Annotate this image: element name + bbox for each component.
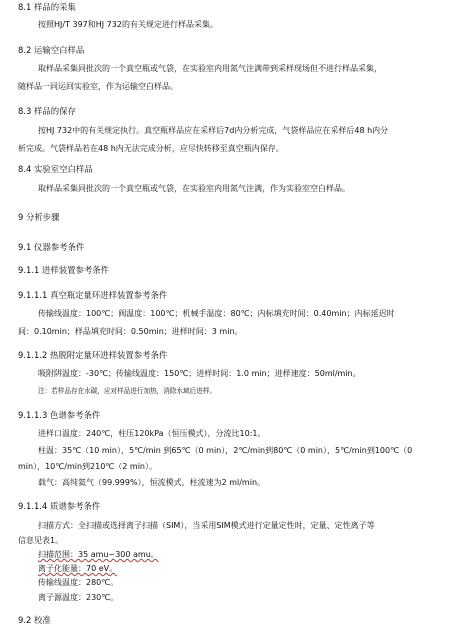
section-9-1-1-2-heading: 9.1.1.2 热脱附定量环进样装置参考条件 (18, 350, 168, 360)
section-9-1-1-1-line1: 传输线温度：100℃；阀温度：100℃；机械手温度：80℃；内标填充时间：0.40min；内标延迟时 (38, 309, 395, 318)
section-8-3-body-line2: 析完成。气袋样品若在48 h内无法完成分析，应尽快转移至真空瓶内保存。 (18, 144, 284, 153)
section-9-1-1-3-line2: 柱温：35℃（10 min），5℃/min 到65℃（0 min），2℃/min到80℃（0 min），5℃/min到100℃（0 (38, 446, 413, 455)
section-9-1-1-4-line2: 信息见表1。 (18, 536, 64, 545)
ionization-energy: 离子化能量：70 eV。 (38, 564, 118, 573)
transfer-line-temperature: 传输线温度：280℃。 (38, 578, 119, 587)
section-9-1-1-3-line1: 进样口温度：240℃，柱压120kPa（恒压模式），分流比10:1。 (38, 429, 266, 438)
section-9-1-1-1-heading: 9.1.1.1 真空瓶定量环进样装置参考条件 (18, 290, 168, 300)
ion-source-temperature: 离子源温度：230℃。 (38, 593, 119, 602)
section-8-3-body-line1: 按HJ 732中的有关规定执行。真空瓶样品应在采样后7d内分析完成，气袋样品应在采样后48 h内分 (38, 126, 389, 135)
section-9-1-1-3-line4: 载气：高纯氦气（99.999%），恒流模式，柱流速为2 ml/min。 (38, 478, 266, 487)
section-9-1-1-2-line1: 吸附阱温度：-30℃；传输线温度：150℃；进样时间：1.0 min；进样速度：50ml/min。 (38, 369, 361, 378)
section-9-1-1-4-line1: 扫描方式：全扫描或选择离子扫描（SIM），当采用SIM模式进行定量定性时，定量、定性离子等 (38, 521, 375, 530)
section-8-4-heading: 8.4 实验室空白样品 (18, 164, 93, 174)
section-9-1-heading: 9.1 仪器参考条件 (18, 242, 85, 252)
section-8-3-heading: 8.3 样品的保存 (18, 106, 76, 116)
section-9-1-1-heading: 9.1.1 进样装置参考条件 (18, 265, 109, 275)
section-8-1-body: 按照HJ/T 397和HJ 732的有关规定进行样品采集。 (38, 20, 218, 29)
section-9-heading: 9 分析步骤 (18, 212, 60, 222)
section-8-2-heading: 8.2 运输空白样品 (18, 45, 85, 55)
section-9-1-1-1-line2: 间：0.10min；样品填充时间：0.50min；进样时间：3 min。 (18, 327, 243, 336)
section-9-2-heading: 9.2 校准 (18, 615, 51, 625)
section-8-4-body: 取样品采集同批次的一个真空瓶或气袋，在实验室内用氮气注满，作为实验室空白样品。 (38, 184, 350, 193)
section-9-1-1-4-heading: 9.1.1.4 质谱参考条件 (18, 501, 101, 511)
section-8-1-heading: 8.1 样品的采集 (18, 2, 76, 12)
section-9-1-1-2-note: 注：若样品存在水碳，应对样品进行加热，消除水域后进样。 (38, 387, 217, 395)
section-9-1-1-3-heading: 9.1.1.3 色谱参考条件 (18, 410, 101, 420)
section-8-2-body-line2: 随样品一同运回实验室，作为运输空白样品。 (18, 82, 178, 91)
scan-range: 扫描范围：35 amu~300 amu。 (38, 550, 159, 559)
section-8-2-body-line1: 取样品采集同批次的一个真空瓶或气袋，在实验室内用氮气注满带到采样现场但不进行样品采集， (38, 64, 382, 73)
section-9-1-1-3-line3: min），10℃/min到210℃（2 min）。 (18, 462, 158, 471)
